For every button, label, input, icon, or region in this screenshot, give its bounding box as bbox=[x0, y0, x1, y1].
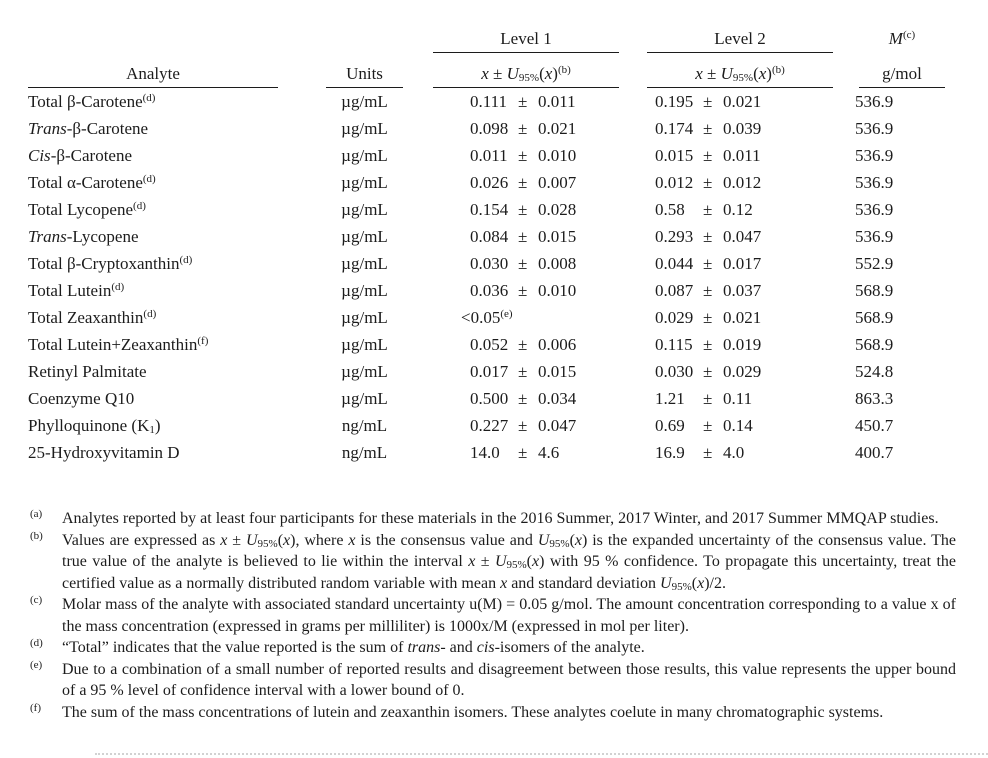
level1-uncertainty: 0.010 bbox=[538, 280, 577, 300]
level1-value-cell bbox=[421, 92, 631, 112]
level1-value-cell bbox=[421, 389, 631, 409]
plus-minus-sign: ± bbox=[518, 334, 528, 354]
units-cell: µg/mL bbox=[341, 199, 388, 219]
footnotes bbox=[30, 508, 956, 723]
plus-minus-sign: ± bbox=[518, 172, 528, 192]
plus-minus-sign: ± bbox=[703, 172, 713, 192]
level2-value-cell bbox=[635, 119, 845, 139]
level2-uncertainty: 0.029 bbox=[723, 361, 762, 381]
level2-value: 0.087 bbox=[655, 280, 694, 300]
plus-minus-sign: ± bbox=[518, 199, 528, 219]
level1-header-label: Level 1 bbox=[500, 29, 552, 48]
level1-value: 0.084 bbox=[470, 226, 509, 246]
table-row bbox=[28, 196, 959, 223]
footnote-text: Analytes reported by at least four participants for these materials in the 2016 Summer, 2017 Winter, and 2017 Summer MMQAP studies. bbox=[62, 510, 939, 527]
level2-value-cell bbox=[635, 308, 845, 328]
level1-value-expression-header bbox=[433, 53, 619, 88]
level1-header bbox=[433, 12, 619, 53]
footnote bbox=[30, 659, 956, 702]
molar-mass-cell: 536.9 bbox=[855, 145, 894, 165]
analyte-column-header-label: Analyte bbox=[126, 64, 180, 83]
analyte-cell: Trans-β-Carotene bbox=[28, 118, 149, 138]
level1-uncertainty: 0.011 bbox=[538, 91, 576, 111]
header-spacer bbox=[28, 12, 308, 52]
analyte-cell: Total Lutein+Zeaxanthin$^{(f)}$ bbox=[28, 334, 209, 354]
level2-value-cell bbox=[635, 173, 845, 193]
molar-mass-cell: 568.9 bbox=[855, 307, 894, 327]
plus-minus-sign: ± bbox=[703, 199, 713, 219]
plus-minus-sign: ± bbox=[703, 415, 713, 435]
level1-value: $<0.05^{(e)}$ bbox=[461, 307, 513, 327]
level1-value-cell bbox=[421, 227, 631, 247]
plus-minus-sign: ± bbox=[518, 442, 528, 462]
footnote-marker: (b) bbox=[30, 529, 43, 542]
level2-value-cell bbox=[635, 389, 845, 409]
level2-value-cell bbox=[635, 92, 845, 112]
level1-value-cell bbox=[421, 281, 631, 301]
plus-minus-sign: ± bbox=[703, 307, 713, 327]
level2-uncertainty: 0.021 bbox=[723, 307, 762, 327]
molar-mass-cell: 568.9 bbox=[855, 280, 894, 300]
level2-value: 0.195 bbox=[655, 91, 694, 111]
footnote-marker: (a) bbox=[30, 508, 43, 520]
analyte-cell: Total Lutein$^{(d)}$ bbox=[28, 280, 125, 300]
level1-value-cell bbox=[421, 119, 631, 139]
level2-uncertainty: 0.011 bbox=[723, 145, 761, 165]
level2-value: 0.044 bbox=[655, 253, 694, 273]
level2-value: 0.293 bbox=[655, 226, 694, 246]
plus-minus-sign: ± bbox=[703, 118, 713, 138]
level1-value: 0.098 bbox=[470, 118, 509, 138]
level2-value-cell bbox=[635, 416, 845, 436]
footnote-marker: (e) bbox=[30, 658, 43, 671]
level2-uncertainty: 0.021 bbox=[723, 91, 762, 111]
level2-value: 16.9 bbox=[655, 442, 685, 462]
level1-uncertainty: 0.007 bbox=[538, 172, 577, 192]
footnote-text: Due to a combination of a small number of reported results and disagreement between those results, this value represents the upper bound of a 95 % level of confidence interval with a lower bound of 0. bbox=[62, 660, 956, 699]
units-cell: µg/mL bbox=[341, 145, 388, 165]
level2-value: 0.58 bbox=[655, 199, 685, 219]
level2-uncertainty: 0.012 bbox=[723, 172, 762, 192]
footnote bbox=[30, 508, 956, 530]
molar-mass-units-header bbox=[859, 53, 945, 88]
table-header-row-levels bbox=[28, 12, 959, 53]
level1-uncertainty: 0.015 bbox=[538, 226, 577, 246]
footnote bbox=[30, 702, 956, 724]
molar-mass-cell: 536.9 bbox=[855, 226, 894, 246]
table-row bbox=[28, 358, 959, 385]
level1-uncertainty: 4.6 bbox=[538, 442, 560, 462]
level1-value: 0.500 bbox=[470, 388, 509, 408]
molar-mass-header-label: $M^{(c)}$ bbox=[888, 29, 916, 48]
table-row bbox=[28, 439, 959, 466]
table-row bbox=[28, 88, 959, 115]
plus-minus-sign: ± bbox=[518, 415, 528, 435]
level1-value-cell bbox=[421, 308, 631, 328]
analyte-cell: Total β-Carotene$^{(d)}$ bbox=[28, 91, 156, 111]
level2-value-cell bbox=[635, 227, 845, 247]
footnote-marker: (f) bbox=[30, 701, 41, 714]
units-cell: µg/mL bbox=[341, 280, 388, 300]
level1-value: 0.036 bbox=[470, 280, 509, 300]
level2-value: 0.015 bbox=[655, 145, 694, 165]
units-cell: µg/mL bbox=[341, 388, 388, 408]
footnote-marker: (c) bbox=[30, 594, 43, 606]
footnote-text: The sum of the mass concentrations of lutein and zeaxanthin isomers. These analytes coelute in many chromatographic systems. bbox=[62, 703, 884, 721]
footnote bbox=[30, 637, 956, 659]
plus-minus-sign: ± bbox=[518, 118, 528, 138]
units-column-header-label: Units bbox=[346, 64, 383, 83]
analyte-cell: Total Lycopene$^{(d)}$ bbox=[28, 199, 146, 219]
level2-value-expression-header bbox=[647, 53, 833, 88]
plus-minus-sign: ± bbox=[518, 361, 528, 381]
footnote-text: Molar mass of the analyte with associated standard uncertainty u(M) = 0.05 g/mol. The amount concentration corresponding to a value x of the mass concentration (expressed in grams per milliliter) is 1000x/M (expressed in mol per liter). bbox=[62, 596, 956, 635]
level1-value-footnote-marker: (e) bbox=[500, 307, 513, 320]
molar-mass-cell: 568.9 bbox=[855, 334, 894, 354]
level1-value: 0.017 bbox=[470, 361, 509, 381]
level1-uncertainty: 0.034 bbox=[538, 388, 577, 408]
plus-minus-sign: ± bbox=[703, 280, 713, 300]
level1-value: 14.0 bbox=[470, 442, 500, 462]
analyte-cell: Retinyl Palmitate bbox=[28, 361, 147, 381]
plus-minus-sign: ± bbox=[703, 361, 713, 381]
level1-uncertainty: 0.047 bbox=[538, 415, 577, 435]
units-column-header bbox=[326, 53, 403, 88]
table-row bbox=[28, 115, 959, 142]
level1-value: 0.154 bbox=[470, 199, 509, 219]
units-cell: ng/mL bbox=[341, 442, 388, 462]
units-cell: µg/mL bbox=[341, 253, 388, 273]
plus-minus-sign: ± bbox=[518, 226, 528, 246]
plus-minus-sign: ± bbox=[518, 91, 528, 111]
footnote-marker: (d) bbox=[30, 637, 43, 649]
molar-mass-cell: 536.9 bbox=[855, 172, 894, 192]
level1-value-cell bbox=[421, 254, 631, 274]
analyte-cell: Total Zeaxanthin$^{(d)}$ bbox=[28, 307, 157, 327]
level1-uncertainty: 0.021 bbox=[538, 118, 577, 138]
units-cell: µg/mL bbox=[341, 91, 388, 111]
table-body bbox=[28, 88, 959, 466]
level1-value-cell bbox=[421, 173, 631, 193]
plus-minus-sign: ± bbox=[518, 253, 528, 273]
level2-value: 1.21 bbox=[655, 388, 685, 408]
level1-value-cell bbox=[421, 416, 631, 436]
level2-value-cell bbox=[635, 362, 845, 382]
plus-minus-sign: ± bbox=[703, 226, 713, 246]
level1-value: 0.227 bbox=[470, 415, 509, 435]
level2-uncertainty: 0.017 bbox=[723, 253, 762, 273]
table-row bbox=[28, 250, 959, 277]
molar-mass-cell: 536.9 bbox=[855, 118, 894, 138]
level1-value-expression-label: $x \pm U95\%(x)^{(b)}$ bbox=[481, 64, 571, 84]
level2-value-cell bbox=[635, 281, 845, 301]
level1-value-cell bbox=[421, 335, 631, 355]
molar-mass-cell: 450.7 bbox=[855, 415, 894, 435]
analyte-cell: Total β-Cryptoxanthin$^{(d)}$ bbox=[28, 253, 193, 273]
level1-value-cell bbox=[421, 200, 631, 220]
table-row bbox=[28, 385, 959, 412]
table-row bbox=[28, 331, 959, 358]
level2-value: 0.69 bbox=[655, 415, 685, 435]
level2-uncertainty: 4.0 bbox=[723, 442, 745, 462]
level2-value: 0.029 bbox=[655, 307, 694, 327]
analyte-cell: Cis-β-Carotene bbox=[28, 145, 133, 165]
table-row bbox=[28, 304, 959, 331]
plus-minus-sign: ± bbox=[703, 145, 713, 165]
footnote bbox=[30, 530, 956, 595]
level2-uncertainty: 0.037 bbox=[723, 280, 762, 300]
level2-value-cell bbox=[635, 335, 845, 355]
level1-value: 0.011 bbox=[470, 145, 508, 165]
molar-mass-cell: 552.9 bbox=[855, 253, 894, 273]
level2-value: 0.115 bbox=[655, 334, 693, 354]
plus-minus-sign: ± bbox=[703, 334, 713, 354]
analyte-cell: Coenzyme Q10 bbox=[28, 388, 135, 408]
level1-value: 0.030 bbox=[470, 253, 509, 273]
plus-minus-sign bbox=[518, 308, 538, 328]
plus-minus-sign: ± bbox=[703, 388, 713, 408]
level1-value-cell bbox=[421, 362, 631, 382]
analyte-cell: Phylloquinone (K1) bbox=[28, 415, 161, 436]
level2-uncertainty: 0.14 bbox=[723, 415, 753, 435]
level2-header bbox=[647, 12, 833, 53]
header-spacer bbox=[312, 12, 417, 52]
level2-header-label: Level 2 bbox=[714, 29, 766, 48]
level2-value: 0.030 bbox=[655, 361, 694, 381]
plus-minus-sign: ± bbox=[518, 280, 528, 300]
units-cell: µg/mL bbox=[341, 226, 388, 246]
table-row bbox=[28, 169, 959, 196]
molar-mass-cell: 863.3 bbox=[855, 388, 894, 408]
level1-value-cell bbox=[421, 146, 631, 166]
level2-value-cell bbox=[635, 443, 845, 463]
table-row bbox=[28, 142, 959, 169]
table-row bbox=[28, 277, 959, 304]
level1-uncertainty: 0.015 bbox=[538, 361, 577, 381]
molar-mass-units-label: g/mol bbox=[882, 64, 922, 83]
plus-minus-sign: ± bbox=[703, 253, 713, 273]
footnote bbox=[30, 594, 956, 637]
footnote-text: Values are expressed as x ± U95%(x), where x is the consensus value and U95%(x) is the expanded uncertainty of the consensus value. The true value of the analyte is believed to lie within the interval x ± U95%(x) with 95 % confidence. To propagate this uncertainty, treat the certified value as a normally distributed random variable with mean x and standard deviation U95%(x)/2. bbox=[62, 531, 957, 593]
level2-uncertainty: 0.039 bbox=[723, 118, 762, 138]
level1-value-cell bbox=[421, 443, 631, 463]
level1-value: 0.111 bbox=[470, 91, 507, 111]
level1-value: 0.052 bbox=[470, 334, 509, 354]
level2-uncertainty: 0.12 bbox=[723, 199, 753, 219]
level1-uncertainty: 0.028 bbox=[538, 199, 577, 219]
units-cell: µg/mL bbox=[341, 361, 388, 381]
level1-uncertainty: 0.010 bbox=[538, 145, 577, 165]
molar-mass-cell: 400.7 bbox=[855, 442, 894, 462]
units-cell: ng/mL bbox=[341, 415, 388, 435]
page-bottom-artifact bbox=[95, 753, 988, 755]
level2-value-expression-label: $x \pm U95\%(x)^{(b)}$ bbox=[695, 64, 785, 84]
analyte-cell: Trans-Lycopene bbox=[28, 226, 139, 246]
plus-minus-sign: ± bbox=[703, 91, 713, 111]
units-cell: µg/mL bbox=[341, 172, 388, 192]
molar-mass-header bbox=[849, 12, 955, 52]
level1-uncertainty: 0.008 bbox=[538, 253, 577, 273]
level2-value-cell bbox=[635, 146, 845, 166]
level1-uncertainty: 0.006 bbox=[538, 334, 577, 354]
level2-uncertainty: 0.019 bbox=[723, 334, 762, 354]
analyte-cell: 25-Hydroxyvitamin D bbox=[28, 442, 180, 462]
level2-uncertainty: 0.11 bbox=[723, 388, 753, 408]
units-cell: µg/mL bbox=[341, 307, 388, 327]
level1-value: 0.026 bbox=[470, 172, 509, 192]
analyte-column-header bbox=[28, 53, 278, 88]
plus-minus-sign: ± bbox=[703, 442, 713, 462]
footnote-text: “Total” indicates that the value reported is the sum of trans- and cis-isomers of the analyte. bbox=[62, 639, 645, 656]
level2-value: 0.012 bbox=[655, 172, 694, 192]
level2-value-cell bbox=[635, 254, 845, 274]
level2-value: 0.174 bbox=[655, 118, 694, 138]
units-cell: µg/mL bbox=[341, 118, 388, 138]
table-header-row-columns bbox=[28, 53, 959, 88]
analyte-cell: Total α-Carotene$^{(d)}$ bbox=[28, 172, 156, 192]
molar-mass-cell: 536.9 bbox=[855, 199, 894, 219]
table-row bbox=[28, 412, 959, 439]
units-cell: µg/mL bbox=[341, 334, 388, 354]
level2-uncertainty: 0.047 bbox=[723, 226, 762, 246]
molar-mass-cell: 524.8 bbox=[855, 361, 894, 381]
table-row bbox=[28, 223, 959, 250]
plus-minus-sign: ± bbox=[518, 388, 528, 408]
molar-mass-cell: 536.9 bbox=[855, 91, 894, 111]
plus-minus-sign: ± bbox=[518, 145, 528, 165]
level2-value-cell bbox=[635, 200, 845, 220]
